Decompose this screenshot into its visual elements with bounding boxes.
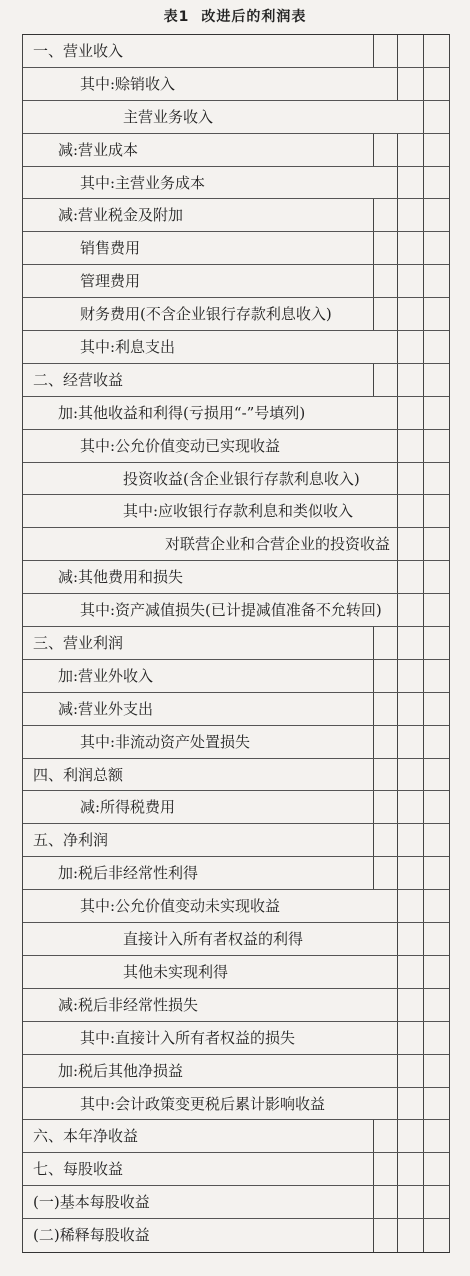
row-label: 其中:赊销收入	[80, 74, 176, 93]
column-divider	[373, 791, 374, 823]
row-label: 七、每股收益	[33, 1160, 124, 1179]
column-divider	[373, 627, 374, 659]
table-title	[0, 6, 470, 26]
column-divider	[397, 791, 398, 823]
table-row	[23, 430, 449, 463]
column-divider	[397, 463, 398, 495]
column-divider	[423, 561, 424, 593]
column-divider	[373, 1153, 374, 1185]
table-row	[23, 397, 449, 430]
table-row	[23, 68, 449, 101]
column-divider	[423, 594, 424, 626]
table-row	[23, 1055, 449, 1088]
column-divider	[423, 35, 424, 67]
table-row	[23, 660, 449, 693]
column-divider	[373, 265, 374, 297]
column-divider	[423, 1153, 424, 1185]
column-divider	[373, 824, 374, 856]
column-divider	[423, 232, 424, 264]
table-row	[23, 857, 449, 890]
column-divider	[397, 594, 398, 626]
table-row	[23, 495, 449, 528]
row-label: 六、本年净收益	[33, 1127, 139, 1146]
column-divider	[397, 1219, 398, 1252]
row-label: 其中:利息支出	[80, 338, 176, 357]
table-row	[23, 890, 449, 923]
column-divider	[423, 1219, 424, 1252]
table-row	[23, 989, 449, 1022]
column-divider	[423, 660, 424, 692]
table-row	[23, 759, 449, 792]
column-divider	[423, 1022, 424, 1054]
column-divider	[423, 134, 424, 166]
column-divider	[397, 364, 398, 396]
row-label: 减:税后非经常性损失	[58, 995, 199, 1014]
table-row	[23, 101, 449, 134]
table-number: 表1	[163, 9, 190, 25]
column-divider	[373, 199, 374, 231]
row-label: 加:税后其他净损益	[58, 1061, 184, 1080]
column-divider	[397, 890, 398, 922]
column-divider	[423, 430, 424, 462]
column-divider	[423, 199, 424, 231]
row-label: 减:营业外支出	[58, 699, 154, 718]
row-label: 其中:资产减值损失(已计提减值准备不允转回)	[80, 601, 382, 620]
column-divider	[397, 1088, 398, 1120]
column-divider	[397, 430, 398, 462]
row-label: 三、营业利润	[33, 634, 124, 653]
column-divider	[373, 232, 374, 264]
table-row	[23, 134, 449, 167]
column-divider	[397, 134, 398, 166]
row-label: (二)稀释每股收益	[33, 1226, 150, 1245]
row-label: 其中:直接计入所有者权益的损失	[80, 1028, 296, 1047]
column-divider	[373, 35, 374, 67]
table-row	[23, 956, 449, 989]
column-divider	[423, 298, 424, 330]
column-divider	[423, 101, 424, 133]
column-divider	[423, 331, 424, 363]
income-statement-table	[22, 34, 450, 1253]
column-divider	[373, 857, 374, 889]
table-row	[23, 824, 449, 857]
table-row	[23, 265, 449, 298]
column-divider	[397, 989, 398, 1021]
table-row	[23, 1186, 449, 1219]
table-row	[23, 35, 449, 68]
table-row	[23, 791, 449, 824]
column-divider	[373, 1186, 374, 1218]
column-divider	[423, 68, 424, 100]
row-label: 财务费用(不含企业银行存款利息收入)	[80, 305, 332, 324]
table-row	[23, 199, 449, 232]
column-divider	[397, 298, 398, 330]
column-divider	[423, 693, 424, 725]
table-row	[23, 627, 449, 660]
column-divider	[423, 726, 424, 758]
column-divider	[397, 726, 398, 758]
column-divider	[423, 1055, 424, 1087]
table-row	[23, 923, 449, 956]
column-divider	[423, 923, 424, 955]
column-divider	[397, 528, 398, 560]
column-divider	[423, 956, 424, 988]
column-divider	[373, 364, 374, 396]
column-divider	[397, 35, 398, 67]
row-label: 一、营业收入	[33, 42, 124, 60]
table-row	[23, 528, 449, 561]
table-row	[23, 1219, 449, 1252]
column-divider	[373, 1219, 374, 1252]
column-divider	[373, 660, 374, 692]
column-divider	[423, 167, 424, 199]
column-divider	[397, 199, 398, 231]
row-label: 减:营业税金及附加	[58, 206, 184, 225]
column-divider	[397, 68, 398, 100]
row-label: 其他未实现利得	[123, 962, 229, 981]
column-divider	[397, 627, 398, 659]
row-label: 减:营业成本	[58, 140, 139, 159]
row-label: 加:税后非经常性利得	[58, 864, 199, 883]
row-label: 二、经营收益	[33, 370, 124, 389]
column-divider	[423, 857, 424, 889]
column-divider	[373, 726, 374, 758]
column-divider	[423, 759, 424, 791]
column-divider	[423, 989, 424, 1021]
column-divider	[397, 397, 398, 429]
column-divider	[373, 298, 374, 330]
column-divider	[423, 397, 424, 429]
column-divider	[397, 660, 398, 692]
column-divider	[373, 1120, 374, 1152]
column-divider	[397, 1120, 398, 1152]
column-divider	[397, 167, 398, 199]
row-label: 其中:应收银行存款利息和类似收入	[123, 502, 354, 521]
row-label: 其中:非流动资产处置损失	[80, 732, 251, 751]
column-divider	[423, 1186, 424, 1218]
row-label: 其中:会计政策变更税后累计影响收益	[80, 1094, 326, 1113]
row-label: 五、净利润	[33, 831, 109, 850]
row-label: 对联营企业和合营企业的投资收益	[165, 535, 391, 554]
row-label: 销售费用	[80, 239, 141, 258]
table-row	[23, 561, 449, 594]
table-row	[23, 298, 449, 331]
column-divider	[423, 824, 424, 856]
column-divider	[423, 791, 424, 823]
table-row	[23, 364, 449, 397]
column-divider	[423, 495, 424, 527]
column-divider	[423, 890, 424, 922]
column-divider	[423, 1120, 424, 1152]
table-row	[23, 1120, 449, 1153]
row-label: (一)基本每股收益	[33, 1193, 150, 1212]
column-divider	[397, 923, 398, 955]
column-divider	[397, 331, 398, 363]
column-divider	[397, 693, 398, 725]
column-divider	[397, 495, 398, 527]
column-divider	[397, 1055, 398, 1087]
column-divider	[397, 265, 398, 297]
table-row	[23, 331, 449, 364]
column-divider	[397, 956, 398, 988]
table-row	[23, 1022, 449, 1055]
row-label: 其中:主营业务成本	[80, 173, 206, 192]
column-divider	[397, 1153, 398, 1185]
row-label: 四、利润总额	[33, 765, 124, 784]
column-divider	[397, 1186, 398, 1218]
column-divider	[397, 857, 398, 889]
table-row	[23, 594, 449, 627]
column-divider	[373, 134, 374, 166]
column-divider	[423, 627, 424, 659]
column-divider	[397, 759, 398, 791]
row-label: 管理费用	[80, 272, 141, 291]
column-divider	[397, 1022, 398, 1054]
column-divider	[423, 364, 424, 396]
table-row	[23, 232, 449, 265]
column-divider	[423, 463, 424, 495]
row-label: 其中:公允价值变动已实现收益	[80, 436, 281, 455]
row-label: 减:其他费用和损失	[58, 568, 184, 587]
column-divider	[373, 693, 374, 725]
column-divider	[397, 232, 398, 264]
table-row	[23, 463, 449, 496]
table-row	[23, 1088, 449, 1121]
row-label: 投资收益(含企业银行存款利息收入)	[123, 469, 360, 488]
table-caption: 改进后的利润表	[201, 9, 307, 25]
row-label: 加:其他收益和利得(亏损用“-”号填列)	[58, 403, 306, 422]
row-label: 加:营业外收入	[58, 666, 154, 685]
column-divider	[423, 1088, 424, 1120]
column-divider	[397, 561, 398, 593]
table-row	[23, 693, 449, 726]
column-divider	[373, 759, 374, 791]
table-row	[23, 167, 449, 200]
row-label: 主营业务收入	[123, 107, 214, 126]
table-row	[23, 1153, 449, 1186]
column-divider	[423, 528, 424, 560]
table-row	[23, 726, 449, 759]
column-divider	[423, 265, 424, 297]
row-label: 其中:公允价值变动未实现收益	[80, 897, 281, 916]
row-label: 减:所得税费用	[80, 798, 176, 817]
column-divider	[397, 824, 398, 856]
row-label: 直接计入所有者权益的利得	[123, 930, 304, 949]
